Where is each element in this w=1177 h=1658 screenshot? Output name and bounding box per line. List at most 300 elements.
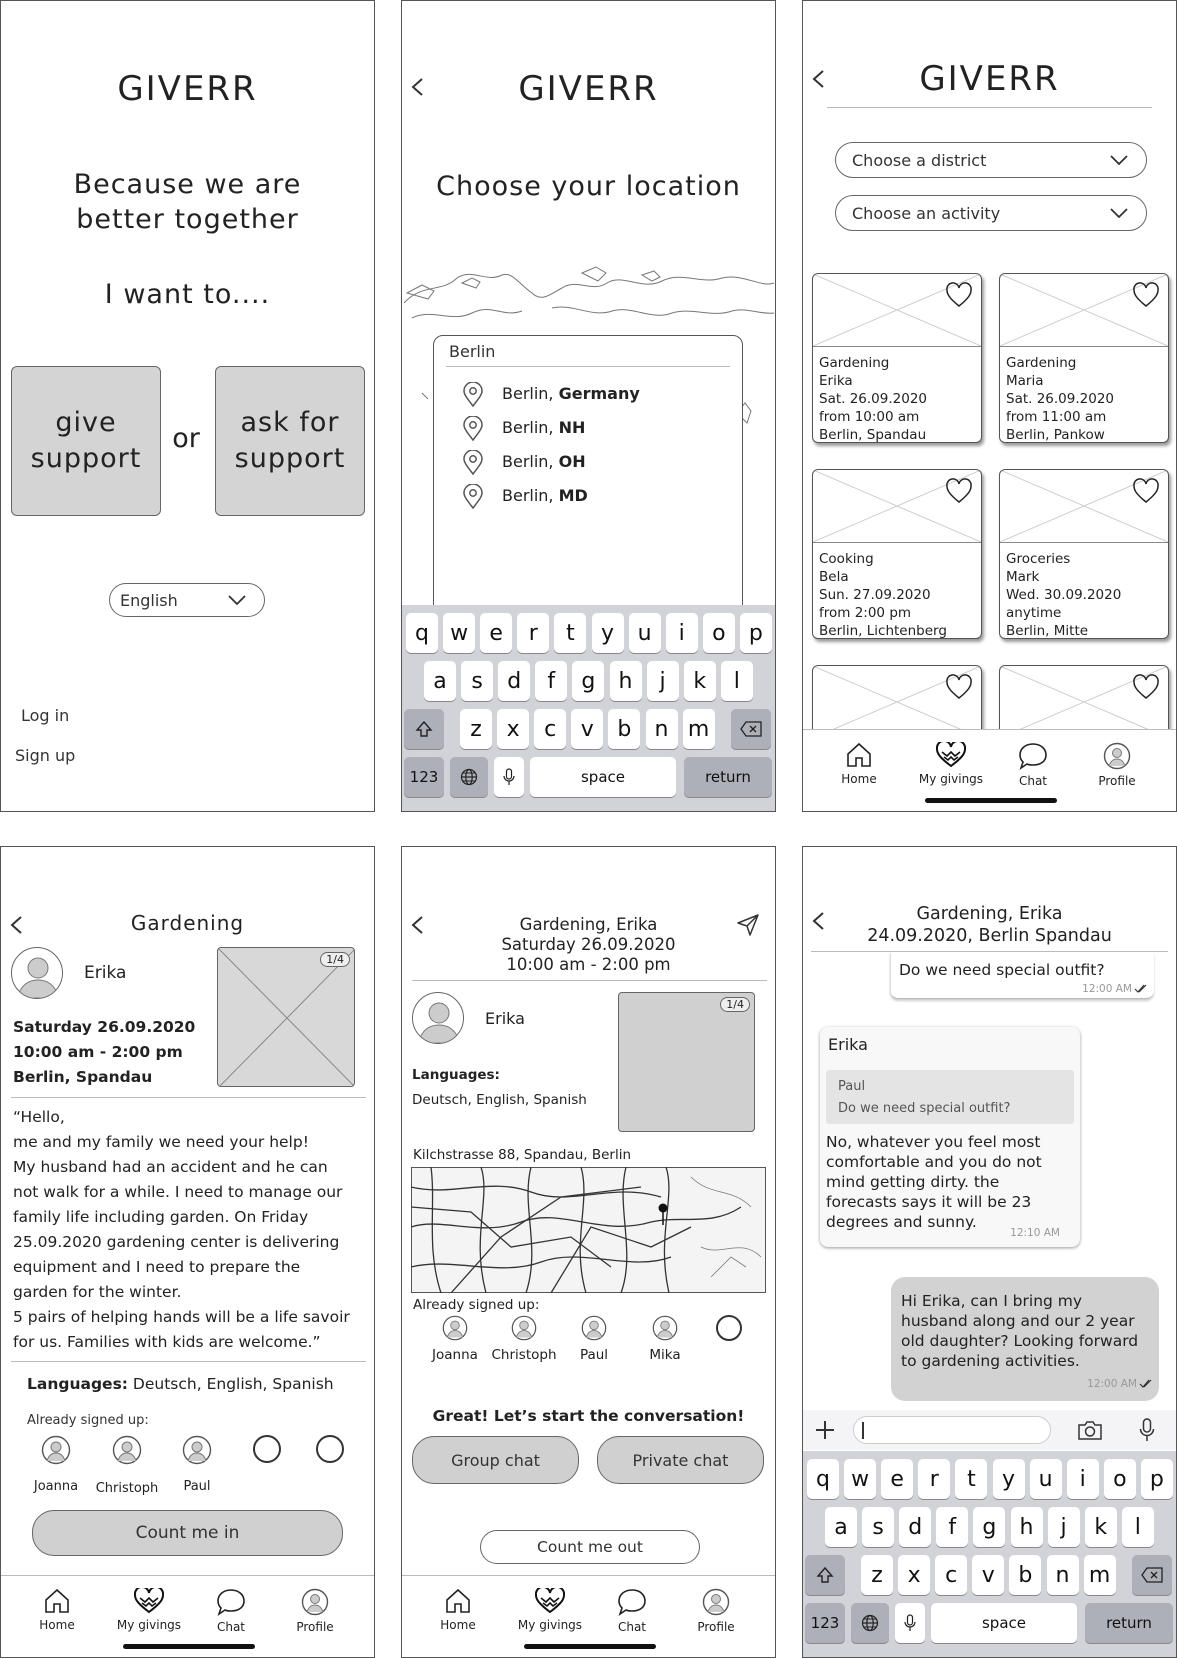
participant-name: Joanna	[33, 1479, 79, 1494]
languages	[27, 1375, 334, 1393]
description-line: 5 pairs of helping hands will be a life savoir	[13, 1308, 350, 1326]
user-icon	[413, 993, 464, 1044]
chevron-down-icon	[1110, 208, 1128, 218]
nav-label: Chat	[617, 1620, 647, 1634]
key-u[interactable]: u	[1030, 1459, 1062, 1499]
shift-key[interactable]	[404, 709, 444, 749]
card-date: Sat. 26.09.2020	[819, 391, 928, 407]
key-c[interactable]: c	[935, 1555, 967, 1595]
message-time: 12:10 AM	[1010, 1227, 1060, 1239]
screen-browse	[802, 0, 1177, 812]
activity-card-details	[1006, 550, 1121, 639]
key-n[interactable]: n	[646, 709, 678, 749]
chevron-down-icon	[228, 595, 246, 605]
nav-profile[interactable]	[1077, 742, 1157, 788]
microphone-icon[interactable]	[1139, 1418, 1155, 1442]
ask-support-line-1: ask for	[240, 407, 340, 438]
district-select[interactable]	[835, 142, 1147, 178]
activity-card-details	[819, 354, 927, 443]
header-line-3: 10:00 am - 2:00 pm	[506, 955, 671, 974]
message-time: 12:00 AM	[1087, 1378, 1137, 1390]
nav-label: Profile	[697, 1620, 735, 1634]
chevron-down-icon	[1110, 155, 1128, 165]
globe-key[interactable]	[450, 757, 488, 797]
heart-icon[interactable]	[945, 478, 973, 504]
participant-avatar[interactable]	[442, 1315, 468, 1341]
key-b[interactable]: b	[608, 709, 640, 749]
image-placeholder	[218, 948, 355, 1087]
key-d[interactable]: d	[498, 661, 530, 701]
composer-bar	[803, 1410, 1176, 1450]
card-person: Erika	[819, 373, 853, 389]
key-v[interactable]: v	[571, 709, 603, 749]
key-q[interactable]: q	[807, 1459, 839, 1499]
or-label: or	[172, 423, 200, 454]
key-s[interactable]: s	[862, 1507, 894, 1547]
home-icon	[43, 1588, 71, 1614]
location-search-input[interactable]: Berlin	[449, 342, 496, 361]
participant-name: Joanna	[432, 1347, 478, 1363]
shift-icon	[415, 720, 433, 738]
languages-label: Languages:	[27, 1375, 128, 1393]
participant-avatar[interactable]	[182, 1435, 212, 1465]
nav-profile[interactable]	[275, 1588, 355, 1634]
heart-hands-icon	[134, 1588, 164, 1614]
nav-label: Home	[440, 1618, 476, 1632]
key-h[interactable]: h	[1011, 1507, 1043, 1547]
description-line: me and my family we need your help!	[13, 1133, 309, 1151]
plus-icon[interactable]	[815, 1420, 835, 1440]
key-l[interactable]: l	[721, 661, 753, 701]
chat-subtitle: 24.09.2020, Berlin Spandau	[867, 926, 1112, 946]
message-text	[901, 1291, 1138, 1371]
activity-card[interactable]	[812, 273, 982, 443]
chat-bubble-icon	[617, 1588, 647, 1616]
activity-select[interactable]	[835, 195, 1147, 231]
private-chat-button[interactable]: Private chat	[597, 1436, 764, 1484]
nav-my-givings[interactable]	[510, 1588, 590, 1632]
map-pin-icon	[462, 416, 484, 442]
key-r[interactable]: r	[918, 1459, 950, 1499]
nav-home[interactable]	[418, 1588, 498, 1632]
home-icon	[444, 1588, 472, 1614]
map-pin-icon	[462, 484, 484, 510]
ask-support-button[interactable]	[215, 366, 365, 516]
nav-chat[interactable]	[191, 1588, 271, 1634]
count-me-in-button[interactable]: Count me in	[32, 1510, 343, 1556]
nav-my-givings[interactable]	[911, 742, 991, 786]
dictation-key[interactable]	[895, 1603, 925, 1643]
message-line: comfortable and you do not	[826, 1153, 1042, 1171]
message-line: to gardening activities.	[901, 1352, 1080, 1370]
heart-icon[interactable]	[945, 674, 973, 700]
nav-home[interactable]	[17, 1588, 97, 1632]
space-key[interactable]: space	[931, 1603, 1077, 1643]
key-d[interactable]: d	[899, 1507, 931, 1547]
message-line: forecasts says it will be 23	[826, 1193, 1032, 1211]
shift-key[interactable]	[805, 1555, 845, 1595]
location-result-region: NH	[558, 418, 586, 437]
user-icon	[581, 1315, 607, 1341]
numbers-key[interactable]: 123	[404, 757, 444, 797]
nav-label: My givings	[517, 1618, 583, 1632]
card-time: from 2:00 pm	[819, 605, 912, 621]
message-outgoing	[890, 953, 1154, 999]
user-icon	[652, 1315, 678, 1341]
key-u[interactable]: u	[629, 613, 661, 653]
language-select-value: English	[120, 590, 178, 610]
activity-photo[interactable]	[618, 992, 755, 1132]
message-time: 12:00 AM	[1082, 983, 1132, 995]
avatar[interactable]	[11, 947, 63, 999]
message-outgoing	[891, 1277, 1159, 1401]
empty-slot[interactable]	[316, 1435, 344, 1463]
key-e[interactable]: e	[881, 1459, 913, 1499]
screen-joined-activity	[401, 846, 776, 1658]
key-t[interactable]: t	[554, 613, 586, 653]
key-s[interactable]: s	[461, 661, 493, 701]
participant-name: Paul	[579, 1347, 609, 1363]
key-k[interactable]: k	[684, 661, 716, 701]
heart-icon[interactable]	[1132, 282, 1160, 308]
card-time: from 11:00 am	[1006, 409, 1107, 425]
activity-place: Berlin, Spandau	[13, 1068, 153, 1086]
key-w[interactable]: w	[844, 1459, 876, 1499]
activity-card-details	[819, 550, 947, 639]
activity-header	[402, 915, 775, 975]
card-date: Wed. 30.09.2020	[1006, 587, 1122, 603]
participant-avatar[interactable]	[652, 1315, 678, 1341]
tagline	[1, 167, 374, 237]
activity-time: 10:00 am - 2:00 pm	[13, 1043, 183, 1061]
globe-key[interactable]	[851, 1603, 889, 1643]
dictation-key[interactable]	[494, 757, 524, 797]
backspace-icon	[740, 721, 762, 737]
user-icon	[442, 1315, 468, 1341]
return-key[interactable]: return	[684, 757, 772, 797]
divider	[11, 1361, 366, 1362]
heart-icon[interactable]	[945, 282, 973, 308]
microphone-icon	[904, 1614, 916, 1632]
activity-card[interactable]	[999, 273, 1169, 443]
participant-avatar[interactable]	[41, 1435, 71, 1465]
nav-home[interactable]	[819, 742, 899, 786]
key-y[interactable]: y	[592, 613, 624, 653]
activity-card-details	[1006, 354, 1114, 443]
profile-icon	[301, 1588, 329, 1616]
backspace-key[interactable]	[1132, 1555, 1172, 1595]
description-line: My husband had an accident and he can	[13, 1158, 328, 1176]
message-line: mind getting dirty. the	[826, 1173, 1000, 1191]
description-line: for us. Families with kids are welcome.”	[13, 1333, 321, 1351]
message-incoming	[820, 1027, 1080, 1247]
activity-photo[interactable]	[217, 947, 355, 1087]
text-cursor	[862, 1422, 864, 1439]
nav-my-givings[interactable]	[109, 1588, 189, 1632]
heart-icon[interactable]	[1132, 478, 1160, 504]
double-check-icon	[1134, 984, 1148, 994]
key-h[interactable]: h	[610, 661, 642, 701]
quoted-message[interactable]	[826, 1070, 1074, 1124]
card-activity: Gardening	[1006, 355, 1077, 371]
activity-card[interactable]	[999, 469, 1169, 639]
message-input[interactable]	[853, 1416, 1051, 1444]
activity-card[interactable]	[812, 469, 982, 639]
user-icon	[41, 1435, 71, 1465]
key-i[interactable]: i	[666, 613, 698, 653]
heart-icon[interactable]	[1132, 674, 1160, 700]
app-logo: GIVERR	[518, 69, 659, 109]
nav-label: My givings	[918, 772, 984, 786]
card-date: Sat. 26.09.2020	[1006, 391, 1115, 407]
avatar[interactable]	[412, 992, 464, 1044]
message-sender: Erika	[828, 1035, 868, 1054]
key-p[interactable]: p	[1141, 1459, 1173, 1499]
key-m[interactable]: m	[1084, 1555, 1116, 1595]
photo-counter: 1/4	[320, 952, 350, 967]
key-j[interactable]: j	[1048, 1507, 1080, 1547]
card-activity: Cooking	[819, 551, 874, 567]
bottom-nav	[402, 1575, 775, 1657]
participant-name: Paul	[183, 1479, 211, 1494]
card-place: Berlin, Pankow	[1006, 427, 1105, 443]
location-result-city: Berlin,	[502, 452, 559, 471]
user-icon	[182, 1435, 212, 1465]
key-w[interactable]: w	[443, 613, 475, 653]
map-pin-icon	[462, 382, 484, 408]
card-time: anytime	[1006, 605, 1062, 621]
tagline-line-2: better together	[76, 204, 299, 235]
card-person: Bela	[819, 569, 849, 585]
key-e[interactable]: e	[480, 613, 512, 653]
space-key[interactable]: space	[530, 757, 676, 797]
screen-location	[401, 0, 776, 812]
signup-link[interactable]: Sign up	[15, 746, 76, 765]
address: Kilchstrasse 88, Spandau, Berlin	[413, 1147, 632, 1163]
nav-chat[interactable]	[592, 1588, 672, 1634]
nav-profile[interactable]	[676, 1588, 756, 1634]
participant-avatar[interactable]	[112, 1435, 142, 1465]
participant-name: Mika	[649, 1347, 681, 1363]
languages-label: Languages:	[412, 1067, 500, 1083]
nav-label: Home	[39, 1618, 75, 1632]
give-support-button[interactable]	[11, 366, 161, 516]
quoted-text: Do we need special outfit?	[838, 1101, 1011, 1116]
location-result-city: Berlin,	[502, 486, 559, 505]
nav-label: Profile	[1098, 774, 1136, 788]
key-i[interactable]: i	[1067, 1459, 1099, 1499]
header-line-2: Saturday 26.09.2020	[501, 935, 676, 954]
host-name: Erika	[485, 1009, 525, 1028]
key-o[interactable]: o	[703, 613, 735, 653]
message-line: old daughter? Looking forward	[901, 1332, 1139, 1350]
key-y[interactable]: y	[993, 1459, 1025, 1499]
profile-icon	[1103, 742, 1131, 770]
bottom-nav	[803, 729, 1176, 811]
screen-chat	[802, 846, 1177, 1658]
message-line: No, whatever you feel most	[826, 1133, 1041, 1151]
location-result-nh[interactable]	[462, 414, 722, 448]
activity-select-placeholder: Choose an activity	[852, 203, 1001, 223]
double-check-icon	[1139, 1379, 1153, 1389]
description-line: equipment and I need to prepare the	[13, 1258, 301, 1276]
district-select-placeholder: Choose a district	[852, 150, 987, 170]
numbers-key[interactable]: 123	[805, 1603, 845, 1643]
card-place: Berlin, Mitte	[1006, 623, 1089, 639]
ask-support-line-2: support	[234, 443, 346, 474]
location-result-region: OH	[558, 452, 586, 471]
location-result-oh[interactable]	[462, 448, 722, 482]
photo-counter: 1/4	[720, 997, 750, 1012]
languages-value: Deutsch, English, Spanish	[412, 1092, 587, 1108]
location-heading: Choose your location	[436, 171, 741, 202]
heart-hands-icon	[535, 1588, 565, 1614]
microphone-icon	[503, 768, 515, 786]
card-time: from 10:00 am	[819, 409, 920, 425]
card-place: Berlin, Lichtenberg	[819, 623, 947, 639]
key-p[interactable]: p	[740, 613, 772, 653]
divider	[11, 1097, 366, 1098]
divider	[811, 951, 1168, 952]
camera-icon[interactable]	[1077, 1419, 1103, 1441]
participant-avatar[interactable]	[581, 1315, 607, 1341]
divider	[412, 980, 767, 981]
empty-slot[interactable]	[253, 1435, 281, 1463]
key-f[interactable]: f	[535, 661, 567, 701]
location-dropdown	[433, 335, 743, 625]
app-logo: GIVERR	[117, 69, 258, 109]
key-x[interactable]: x	[898, 1555, 930, 1595]
nav-label: Chat	[1018, 774, 1048, 788]
home-indicator	[123, 1644, 255, 1649]
participant-name: Christoph	[95, 1481, 159, 1496]
key-a[interactable]: a	[424, 661, 456, 701]
key-t[interactable]: t	[955, 1459, 987, 1499]
location-result-city: Berlin,	[502, 418, 559, 437]
key-o[interactable]: o	[1104, 1459, 1136, 1499]
key-q[interactable]: q	[406, 613, 438, 653]
give-support-line-2: support	[30, 443, 142, 474]
message-text: Do we need special outfit?	[899, 961, 1105, 979]
description-line: “Hello,	[13, 1108, 65, 1126]
key-r[interactable]: r	[517, 613, 549, 653]
quoted-sender: Paul	[838, 1079, 866, 1094]
location-result-md[interactable]	[462, 482, 722, 516]
card-person: Mark	[1006, 569, 1040, 585]
activity-date: Saturday 26.09.2020	[13, 1018, 196, 1036]
nav-label: My givings	[116, 1618, 182, 1632]
signed-up-label: Already signed up:	[413, 1297, 540, 1313]
message-line: Hi Erika, can I bring my	[901, 1292, 1083, 1310]
conversation-cta: Great! Let’s start the conversation!	[432, 1407, 745, 1425]
activity-description	[13, 1105, 373, 1355]
card-activity: Groceries	[1006, 551, 1071, 567]
street-map[interactable]	[411, 1167, 766, 1293]
screen-welcome	[0, 0, 375, 812]
backspace-key[interactable]	[731, 709, 771, 749]
description-line: family life including garden. On Friday	[13, 1208, 309, 1226]
host-name: Erika	[84, 963, 127, 983]
on-screen-keyboard	[402, 605, 775, 811]
divider	[446, 366, 730, 367]
chat-bubble-icon	[1018, 742, 1048, 770]
globe-icon	[861, 1614, 879, 1632]
chat-header	[803, 903, 1176, 947]
profile-icon	[702, 1588, 730, 1616]
participant-avatar[interactable]	[511, 1315, 537, 1341]
login-link[interactable]: Log in	[21, 706, 70, 725]
card-activity: Gardening	[819, 355, 890, 371]
home-indicator	[925, 798, 1057, 803]
key-z[interactable]: z	[460, 709, 492, 749]
user-icon	[112, 1435, 142, 1465]
message-text	[826, 1132, 1042, 1232]
key-k[interactable]: k	[1085, 1507, 1117, 1547]
backspace-icon	[1141, 1567, 1163, 1583]
key-z[interactable]: z	[861, 1555, 893, 1595]
location-result-region: MD	[558, 486, 588, 505]
user-icon	[12, 948, 63, 999]
nav-label: Profile	[296, 1620, 334, 1634]
page-title: Gardening	[130, 911, 245, 935]
key-c[interactable]: c	[534, 709, 566, 749]
location-result-city: Berlin,	[502, 384, 559, 403]
chat-title: Gardening, Erika	[916, 904, 1063, 924]
card-person: Maria	[1006, 373, 1044, 389]
nav-label: Home	[841, 772, 877, 786]
home-indicator	[524, 1644, 656, 1649]
key-f[interactable]: f	[936, 1507, 968, 1547]
intent-prompt: I want to....	[104, 279, 271, 310]
heart-hands-icon	[936, 742, 966, 768]
message-line: husband along and our 2 year	[901, 1312, 1135, 1330]
on-screen-keyboard	[803, 1451, 1176, 1657]
app-logo: GIVERR	[919, 59, 1060, 99]
group-chat-button[interactable]: Group chat	[412, 1436, 579, 1484]
key-g[interactable]: g	[572, 661, 604, 701]
nav-chat[interactable]	[993, 742, 1073, 788]
empty-slot[interactable]	[716, 1315, 742, 1341]
return-key[interactable]: return	[1085, 1603, 1173, 1643]
give-support-line-1: give	[55, 407, 117, 438]
divider	[827, 107, 1152, 108]
key-j[interactable]: j	[647, 661, 679, 701]
participant-name: Christoph	[491, 1347, 557, 1363]
key-l[interactable]: l	[1122, 1507, 1154, 1547]
key-n[interactable]: n	[1047, 1555, 1079, 1595]
key-v[interactable]: v	[972, 1555, 1004, 1595]
nav-label: Chat	[216, 1620, 246, 1634]
location-result-region: Germany	[558, 384, 640, 403]
description-line: garden for the winter.	[13, 1283, 182, 1301]
screen-activity-detail	[0, 846, 375, 1658]
signed-up-label: Already signed up:	[27, 1413, 149, 1428]
key-b[interactable]: b	[1009, 1555, 1041, 1595]
language-select[interactable]	[109, 583, 265, 617]
map-pin-icon	[462, 450, 484, 476]
key-a[interactable]: a	[825, 1507, 857, 1547]
description-line: not walk for a while. I need to manage our	[13, 1183, 343, 1201]
key-m[interactable]: m	[683, 709, 715, 749]
bottom-nav	[1, 1575, 374, 1657]
key-g[interactable]: g	[973, 1507, 1005, 1547]
activity-schedule	[13, 1015, 195, 1090]
location-result-germany[interactable]	[462, 380, 722, 414]
count-me-out-button[interactable]: Count me out	[480, 1530, 700, 1564]
header-line-1: Gardening, Erika	[519, 915, 658, 934]
key-x[interactable]: x	[497, 709, 529, 749]
tagline-line-1: Because we are	[73, 169, 302, 200]
